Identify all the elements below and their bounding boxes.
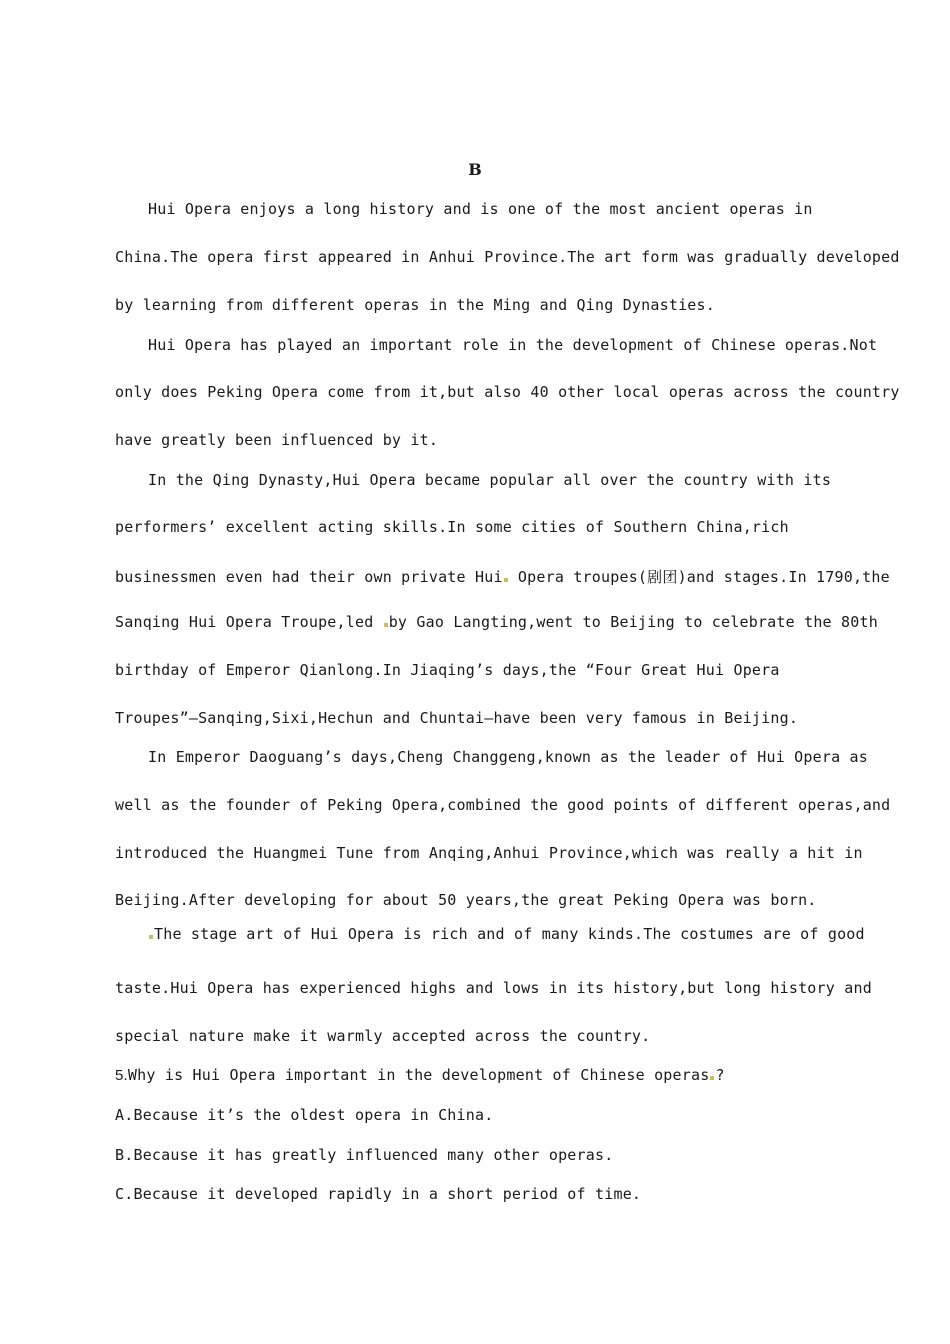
question-stem bbox=[115, 1066, 725, 1084]
line-segment: The stage art of Hui Opera is rich and of many kinds.The costumes are of good bbox=[154, 925, 865, 943]
passage-line: Beijing.After developing for about 50 years,the great Peking Opera was born. bbox=[115, 891, 817, 909]
passage-line: performers’ excellent acting skills.In some cities of Southern China,rich bbox=[115, 518, 789, 536]
line-segment: businessmen even had their own private Hui bbox=[115, 568, 503, 586]
highlight-mark bbox=[504, 578, 508, 582]
passage-line: In Emperor Daoguang’s days,Cheng Changgeng,known as the leader of Hui Opera as bbox=[148, 748, 868, 766]
question-number: 5. bbox=[115, 1067, 128, 1084]
passage-line: introduced the Huangmei Tune from Anqing,Anhui Province,which was really a hit in bbox=[115, 844, 863, 862]
line-segment: Opera troupes(剧团)and stages.In 1790,the bbox=[508, 568, 890, 586]
passage-line bbox=[115, 566, 890, 587]
passage-line: have greatly been influenced by it. bbox=[115, 431, 439, 449]
line-segment: by Gao Langting,went to Beijing to celebrate the 80th bbox=[388, 613, 878, 631]
passage-line bbox=[148, 925, 865, 943]
passage-line: special nature make it warmly accepted across the country. bbox=[115, 1027, 651, 1045]
passage-title: B bbox=[468, 160, 482, 179]
highlight-mark bbox=[149, 935, 153, 939]
line-segment: Sanqing Hui Opera Troupe,led bbox=[115, 613, 383, 631]
passage-line: birthday of Emperor Qianlong.In Jiaqing’s days,the “Four Great Hui Opera bbox=[115, 661, 780, 679]
option-b[interactable]: B.Because it has greatly influenced many other operas. bbox=[115, 1146, 614, 1164]
question-text: Why is Hui Opera important in the development of Chinese operas bbox=[127, 1066, 710, 1084]
passage-line: Troupes”—Sanqing,Sixi,Hechun and Chuntai—have been very famous in Beijing. bbox=[115, 709, 799, 727]
option-c[interactable]: C.Because it developed rapidly in a short period of time. bbox=[115, 1185, 642, 1203]
question-end: ? bbox=[715, 1066, 725, 1084]
passage-line: Hui Opera enjoys a long history and is one of the most ancient operas in bbox=[148, 200, 813, 218]
passage-line: Hui Opera has played an important role in the development of Chinese operas.Not bbox=[148, 336, 878, 354]
passage-line: only does Peking Opera come from it,but also 40 other local operas across the country bbox=[115, 383, 900, 401]
highlight-mark bbox=[384, 623, 388, 627]
highlight-mark bbox=[710, 1076, 714, 1080]
passage-line: taste.Hui Opera has experienced highs and lows in its history,but long history and bbox=[115, 979, 872, 997]
passage-line: by learning from different operas in the Ming and Qing Dynasties. bbox=[115, 296, 715, 314]
passage-line: well as the founder of Peking Opera,combined the good points of different operas,and bbox=[115, 796, 891, 814]
passage-line bbox=[115, 613, 878, 631]
passage-line: China.The opera first appeared in Anhui Province.The art form was gradually developed bbox=[115, 248, 900, 266]
passage-line: In the Qing Dynasty,Hui Opera became popular all over the country with its bbox=[148, 471, 832, 489]
option-a[interactable]: A.Because it’s the oldest opera in China. bbox=[115, 1106, 494, 1124]
